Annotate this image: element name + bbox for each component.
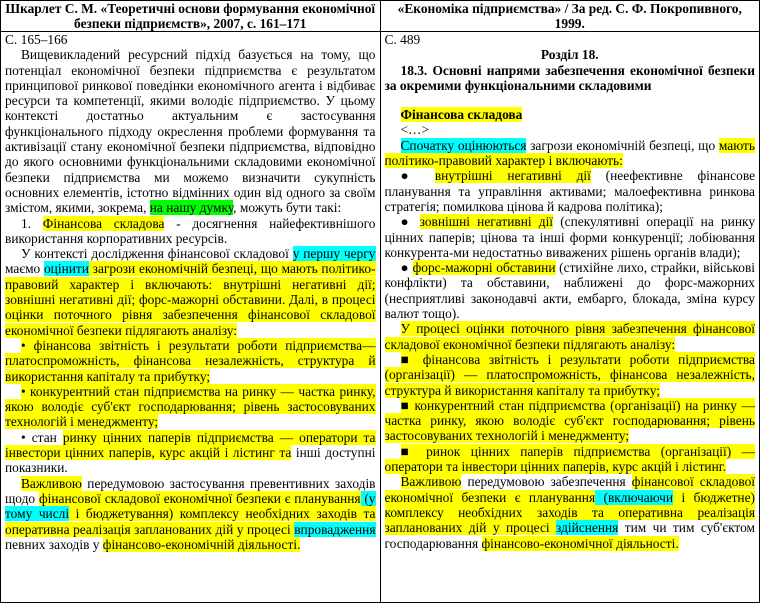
right-paragraph-analysis: У процесі оцінки поточного рівня забезпечення фінансової складової економічної безпеки підлягають аналізу: [384, 321, 755, 352]
right-column [380, 32, 760, 603]
left-paragraph-financial: 1. Фінансова складова - досягнення найефективнішого використання корпоративних ресурсів. [5, 215, 376, 246]
right-square-3: ■ ринок цінних паперів підприємства (організації) — оператори та інвестори цінних паперів, курс акцій і лістинг. [384, 443, 755, 475]
right-bullet-force-majeure: ● форс-мажорні обставини (стихійне лихо, страйки, військові конфлікти) та обставини, наближені до форс-мажорних (несприятливі законодавчі акти, ембарго, блокада, зміна курсу валют тощо). [384, 260, 755, 322]
right-fin-heading: Фінансова складова [400, 107, 523, 123]
right-paragraph-planning: Важливою передумовою забезпечення фінансової складової економічної безпеки є планування (включаючи і бюджетне) комплексу необхідних заходів та оперативна реалізація запланованих дій у процесі здійснення тим чи тим суб'єктом господарювання фінансово-економічної діяльності. [384, 474, 755, 551]
left-paragraph-threats: У контексті дослідження фінансової складової у першу чергу маємо оцінити загрози економічній безпеці, що мають політико-правовий характер і включають: внутрішні негативні дії; зовнішні негативні дії; форс-мажорні обставини. Далі, в процесі оцінки поточного рівня забезпечення фінансової складової економічної безпеки підлягають аналізу: [5, 246, 376, 338]
left-source-header: Шкарлет С. М. «Теоретичні основи формування економічної безпеки підприємств», 2007, с. 161–171 [1, 1, 381, 32]
right-section-title: Розділ 18. [540, 47, 599, 63]
right-paragraph-threats: Спочатку оцінюються загрози економічній безпеці, що мають політико-правовий характер і включають: [384, 137, 755, 169]
header-row [1, 1, 760, 32]
left-column [1, 32, 381, 603]
left-bullet-2: • конкурентний стан підприємства на ринку — частка ринку, якою володіє суб'єкт господарювання; рівень застосовуваних технологій і менеджменту; [5, 383, 376, 430]
right-page-ref: С. 489 [384, 32, 421, 47]
left-paragraph-intro: Вищевикладений ресурсний підхід базується на тому, що потенціал економічної безпеки підприємства є результатом принципової ринкової поведінки економічного агента і відбиває ресурси та компетенції, якими володіє підприємство. У цьому контексті достатньо актуальним є застосування функціонального підходу окреслення проблеми формування та активізації стану економічної безпеки підприємства, відповідно до якого основними функціональними складовими економічної безпеки підприємства ми можемо визначити сукупність основних елементів, істотно відмінних один від одного за своїм змістом, якими, зокрема, на нашу думку, можуть бути такі: [5, 47, 376, 216]
right-source-header: «Економіка підприємства» / За ред. С. Ф. Покропивного, 1999. [380, 1, 760, 32]
left-bullet-1: • фінансова звітність і результати роботи підприємства— платоспроможність, фінансова незалежність, структура й використання капіталу та прибутку; [5, 337, 376, 384]
left-bullet-3: • стан ринку цінних паперів підприємства — оператори та інвестори цінних паперів, курс акцій і лістинг та інші доступні показники. [5, 429, 376, 476]
content-row [1, 32, 760, 603]
right-subtitle: 18.3. Основні напрями забезпечення економічної безпеки за окремими функціональними складовими [384, 62, 755, 93]
financial-component-term: Фінансова складова [42, 215, 165, 231]
right-square-2: ■ конкурентний стан підприємства (організації) на ринку — частка ринку, якою володіє суб'єкт господарювання; рівень застосовуваних технологій і менеджменту; [384, 397, 755, 444]
right-square-1: ■ фінансова звітність і результати роботи підприємства (організації) — платоспроможність, фінансова незалежність, структура й використання капіталу та прибутку; [384, 351, 755, 398]
left-page-ref: С. 165–166 [5, 32, 68, 47]
green-highlight: на нашу думку [149, 200, 234, 216]
right-ellipsis: <…> [400, 122, 429, 138]
right-bullet-external: ● зовнішні негативні дії (спекулятивні операції на ринку цінних паперів; цінова та інші форми конкуренції; лобіювання конкурента-ми недостатньо виважених рішень органів влади); [384, 214, 755, 260]
right-bullet-internal: ● внутрішні негативні дії (неефективне фінансове планування та управління активами; малоефективна ринкова стратегія; помилкова цінова й кадрова політика); [384, 168, 755, 214]
left-paragraph-planning: Важливою передумовою застосування превентивних заходів щодо фінансової складової економічної безпеки є планування (у тому числі і бюджетування) комплексу необхідних заходів та оперативна реалізація запланованих дій у процесі впровадження певних заходів у фінансово-економічній діяльності. [5, 475, 376, 552]
